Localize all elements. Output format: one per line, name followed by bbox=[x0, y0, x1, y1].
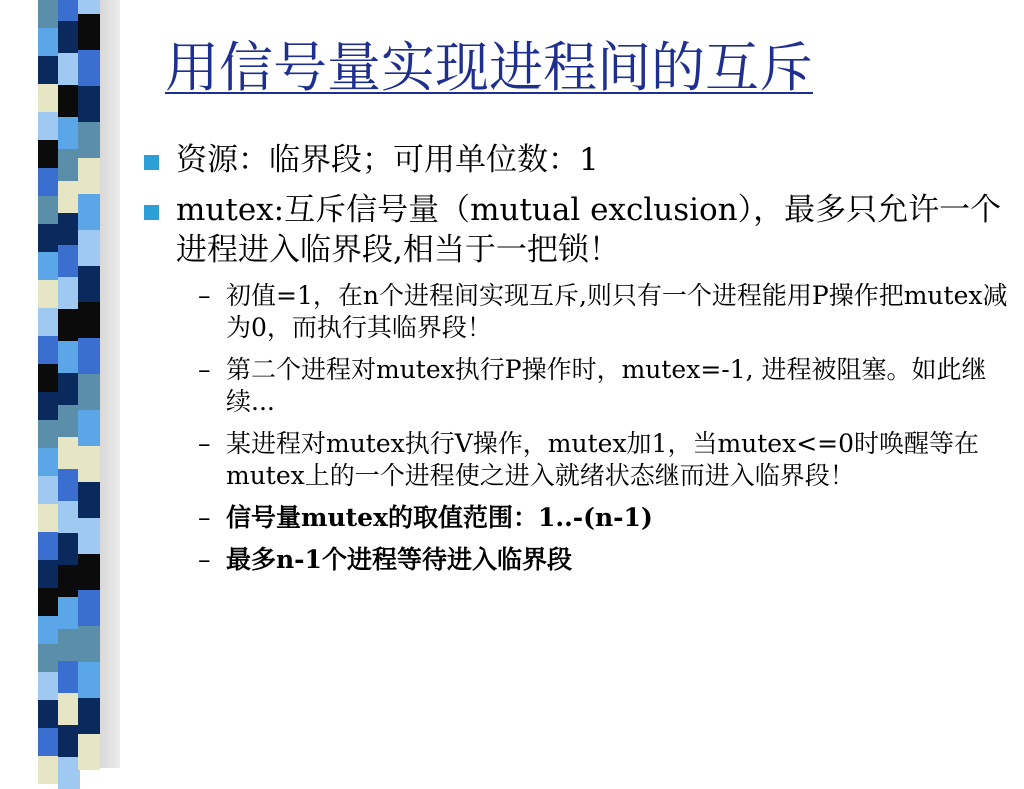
stripe-block bbox=[38, 700, 60, 728]
stripe-block bbox=[78, 410, 100, 446]
dash-bullet: – bbox=[198, 545, 211, 574]
stripe-block bbox=[58, 245, 80, 277]
stripe-block bbox=[58, 213, 80, 245]
slide-title: 用信号量实现进程间的互斥 bbox=[165, 36, 813, 99]
stripe-block bbox=[78, 698, 100, 734]
stripe-block bbox=[78, 590, 100, 626]
stripe-block bbox=[38, 392, 60, 420]
stripe-block bbox=[58, 277, 80, 309]
stripe-block bbox=[78, 50, 100, 86]
stripe-block bbox=[78, 518, 100, 554]
stripe-block bbox=[58, 693, 80, 725]
dash-bullet: – bbox=[198, 503, 211, 532]
stripe-block bbox=[58, 405, 80, 437]
stripe-block bbox=[38, 0, 60, 28]
stripe-block bbox=[38, 476, 60, 504]
stripe-block bbox=[58, 149, 80, 181]
stripe-block bbox=[58, 469, 80, 501]
sub-item-initial-value bbox=[140, 280, 1015, 344]
stripe-block bbox=[38, 280, 60, 308]
stripe-block bbox=[38, 728, 60, 756]
stripe-block bbox=[78, 194, 100, 230]
sub-item-max-waiting bbox=[140, 544, 1015, 576]
stripe-block bbox=[38, 756, 60, 784]
bullet-text: mutex:互斥信号量（mutual exclusion），最多只允许一个进程进入临界段,相当于一把锁！ bbox=[176, 192, 1002, 268]
stripe-block bbox=[38, 532, 60, 560]
square-bullet-icon bbox=[144, 205, 159, 220]
sub-item-second-process bbox=[140, 354, 1015, 418]
stripe-block bbox=[78, 554, 100, 590]
stripe-block bbox=[58, 117, 80, 149]
stripe-block bbox=[38, 56, 60, 84]
sub-item-text: 最多n-1个进程等待进入临界段 bbox=[226, 545, 572, 574]
sub-item-value-range bbox=[140, 502, 1015, 534]
stripe-column bbox=[58, 0, 80, 768]
stripe-block bbox=[38, 420, 60, 448]
stripe-block bbox=[58, 629, 80, 661]
sub-item-text: 初值=1，在n个进程间实现互斥,则只有一个进程能用P操作把mutex减为0，而执行其临界段！ bbox=[226, 281, 1008, 342]
stripe-block bbox=[78, 374, 100, 410]
stripe-block bbox=[38, 308, 60, 336]
sub-item-v-operation bbox=[140, 428, 1015, 492]
stripe-block bbox=[58, 341, 80, 373]
stripe-block bbox=[38, 84, 60, 112]
stripe-columns bbox=[38, 0, 100, 768]
stripe-block bbox=[38, 28, 60, 56]
stripe-block bbox=[38, 168, 60, 196]
stripe-block bbox=[78, 338, 100, 374]
decorative-stripe-border bbox=[0, 0, 120, 768]
stripe-block bbox=[78, 122, 100, 158]
stripe-block bbox=[58, 597, 80, 629]
stripe-block bbox=[58, 437, 80, 469]
stripe-block bbox=[38, 224, 60, 252]
stripe-block bbox=[38, 196, 60, 224]
stripe-block bbox=[78, 734, 100, 770]
stripe-block bbox=[58, 181, 80, 213]
stripe-block bbox=[78, 266, 100, 302]
stripe-block bbox=[58, 373, 80, 405]
stripe-block bbox=[58, 661, 80, 693]
stripe-block bbox=[38, 644, 60, 672]
stripe-block bbox=[38, 616, 60, 644]
stripe-block bbox=[38, 336, 60, 364]
stripe-block bbox=[38, 448, 60, 476]
dash-bullet: – bbox=[198, 355, 211, 384]
stripe-block bbox=[78, 302, 100, 338]
stripe-block bbox=[38, 504, 60, 532]
dash-bullet: – bbox=[198, 281, 211, 310]
square-bullet-icon bbox=[144, 155, 159, 170]
sub-item-text: 某进程对mutex执行V操作，mutex加1，当mutex<=0时唤醒等在mutex上的一个进程使之进入就绪状态继而进入临界段！ bbox=[226, 429, 980, 490]
stripe-block bbox=[78, 446, 100, 482]
stripe-block bbox=[38, 252, 60, 280]
stripe-block bbox=[38, 364, 60, 392]
stripe-block bbox=[78, 0, 100, 14]
dash-bullet: – bbox=[198, 429, 211, 458]
stripe-block bbox=[58, 309, 80, 341]
stripe-block bbox=[38, 560, 60, 588]
sub-item-text: 第二个进程对mutex执行P操作时，mutex=-1, 进程被阻塞。如此继续... bbox=[226, 355, 987, 416]
stripe-block bbox=[78, 662, 100, 698]
bullet-item-resource bbox=[140, 140, 1015, 180]
stripe-block bbox=[38, 588, 60, 616]
stripe-block bbox=[58, 533, 80, 565]
sub-item-text: 信号量mutex的取值范围：1..-(n-1) bbox=[226, 503, 653, 532]
stripe-block bbox=[78, 626, 100, 662]
stripe-block bbox=[78, 482, 100, 518]
stripe-block bbox=[58, 53, 80, 85]
stripe-block bbox=[58, 501, 80, 533]
stripe-block bbox=[78, 86, 100, 122]
stripe-column bbox=[38, 0, 60, 768]
stripe-block bbox=[78, 14, 100, 50]
stripe-block bbox=[58, 85, 80, 117]
stripe-block bbox=[38, 112, 60, 140]
stripe-block bbox=[58, 725, 80, 757]
stripe-block bbox=[58, 757, 80, 789]
stripe-block bbox=[78, 230, 100, 266]
stripe-block bbox=[58, 0, 80, 21]
stripe-column bbox=[78, 0, 100, 768]
stripe-block bbox=[38, 140, 60, 168]
bullet-item-mutex bbox=[140, 190, 1015, 270]
stripe-block bbox=[38, 672, 60, 700]
stripe-block bbox=[58, 565, 80, 597]
bullet-text: 资源：临界段；可用单位数：1 bbox=[176, 142, 599, 178]
stripe-block bbox=[78, 158, 100, 194]
slide-body bbox=[140, 140, 1015, 586]
stripe-block bbox=[58, 21, 80, 53]
